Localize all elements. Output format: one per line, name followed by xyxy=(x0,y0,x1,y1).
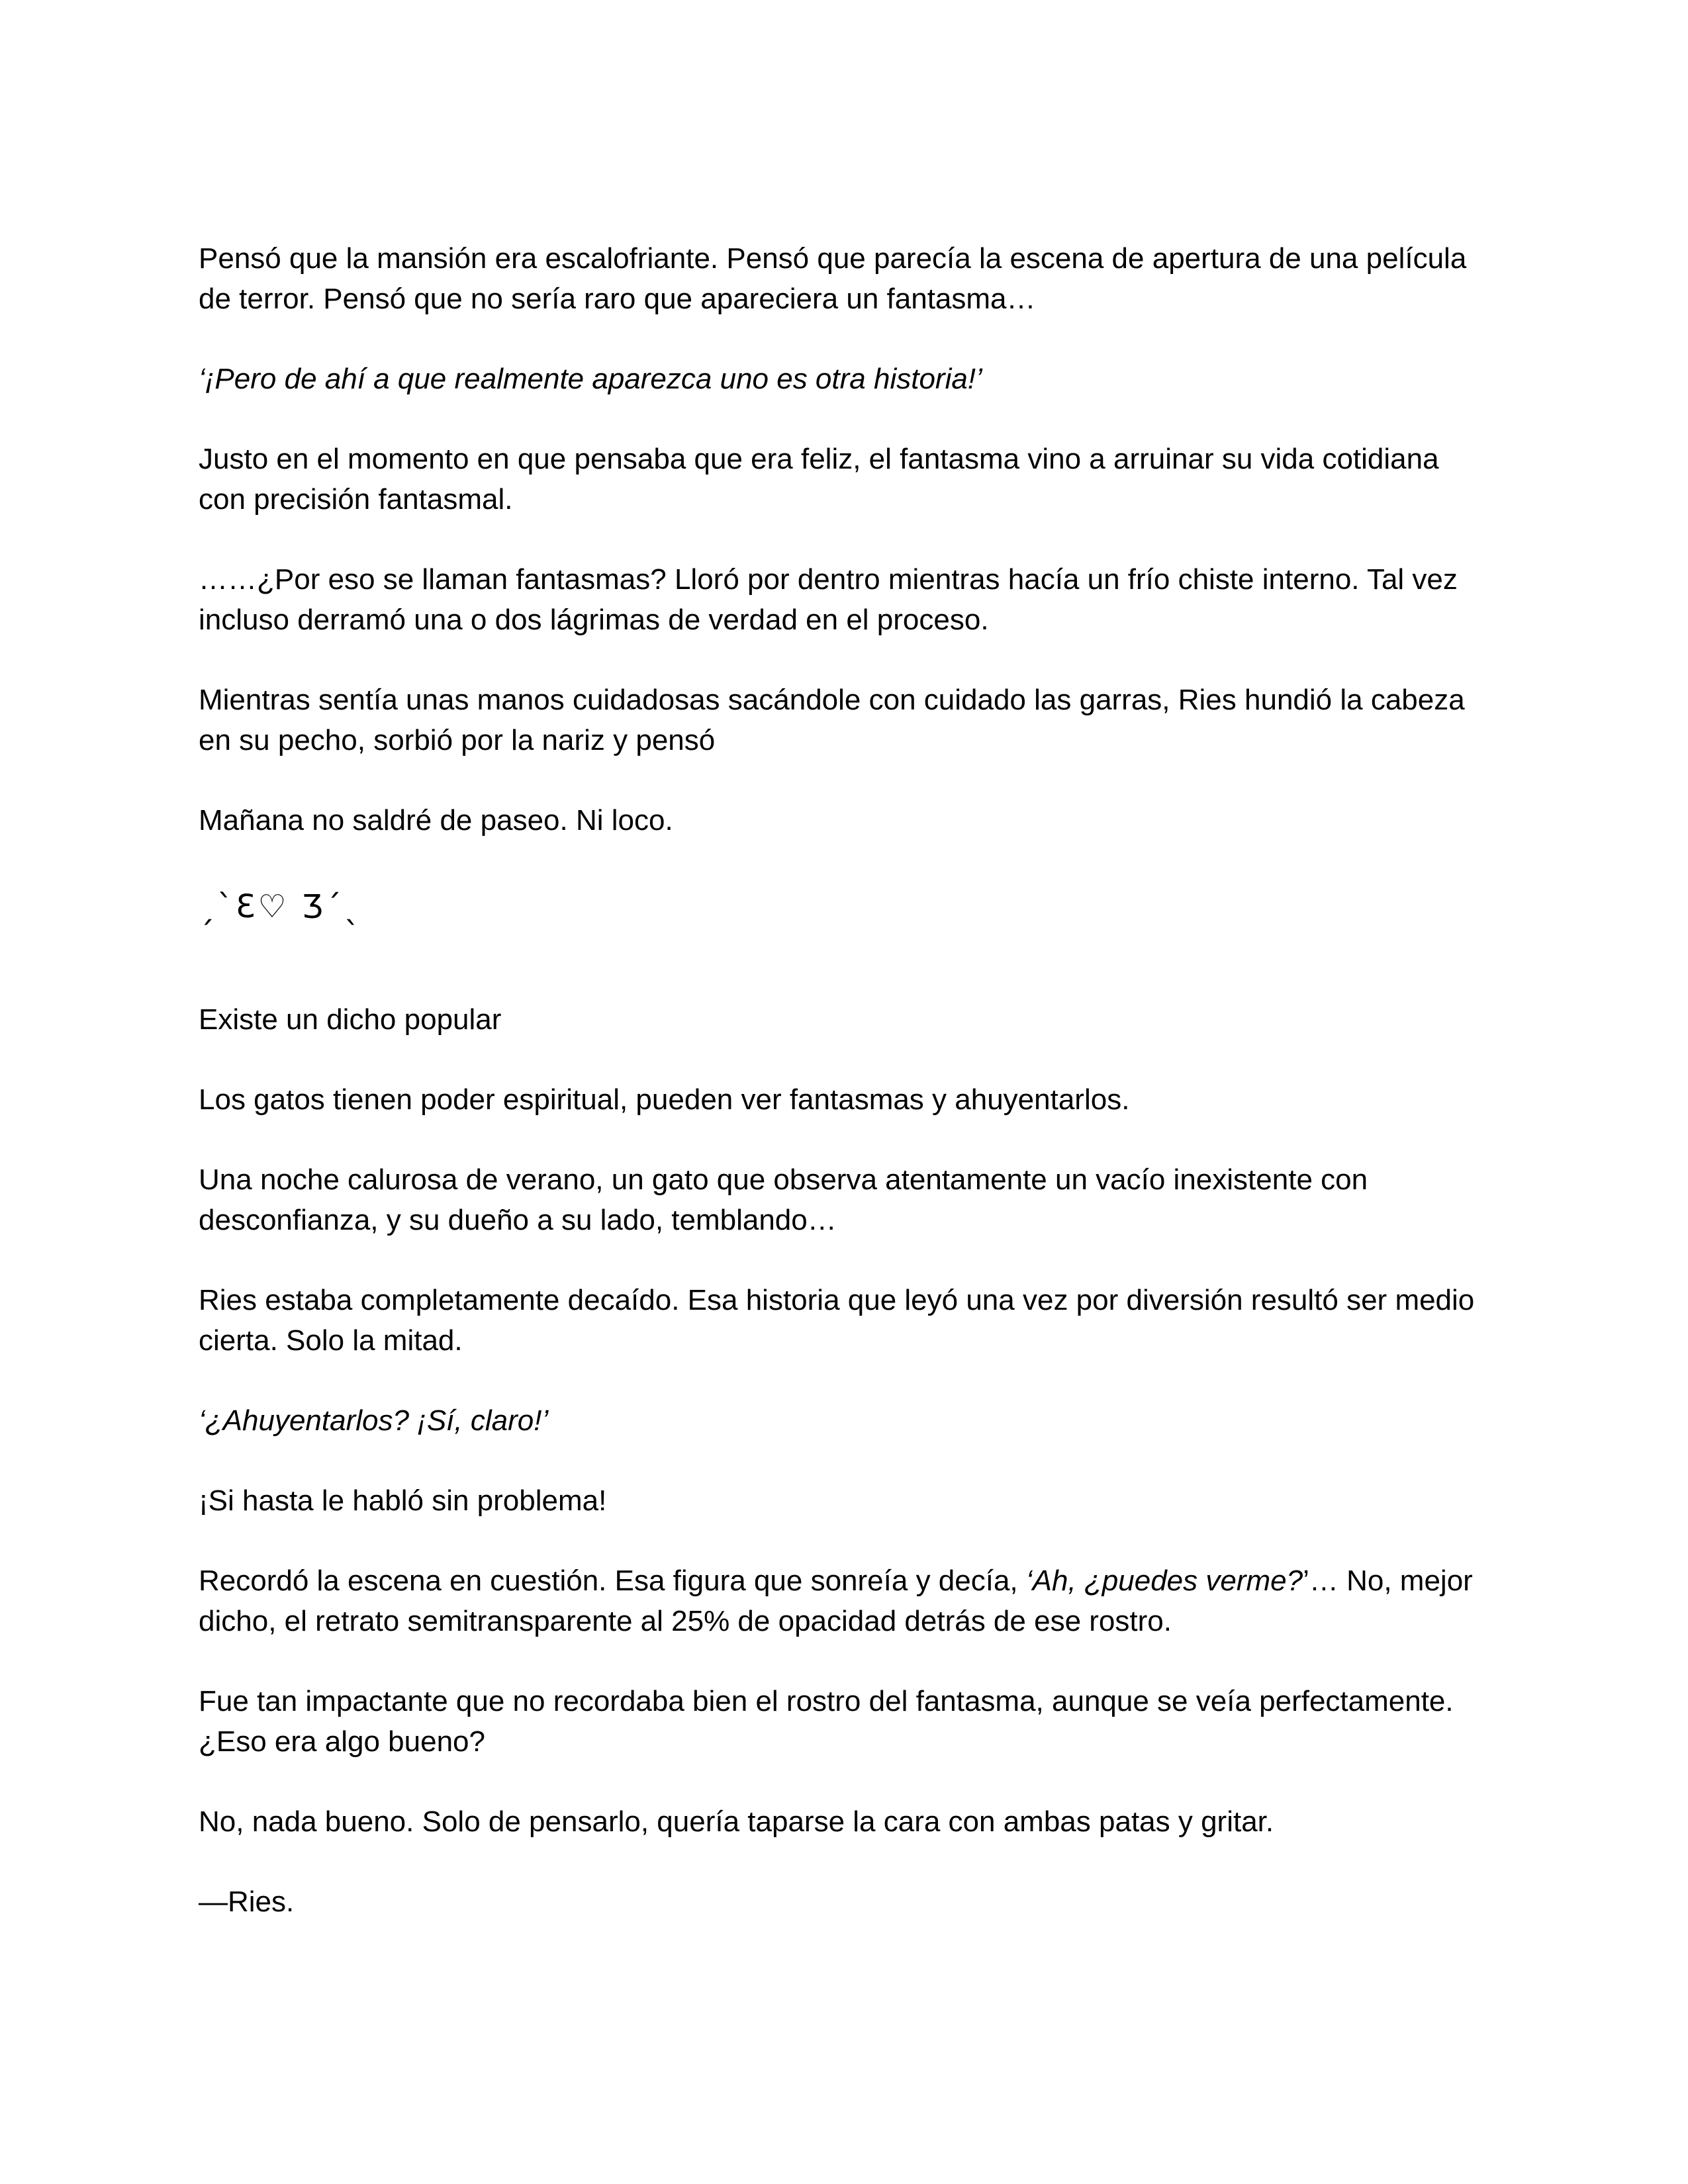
paragraph: Fue tan impactante que no recordaba bien el rostro del fantasma, aunque se veía perfectamente. ¿Eso era algo bueno? xyxy=(199,1685,1454,1758)
italic-thought: ‘¿Ahuyentarlos? ¡Sí, claro!’ xyxy=(199,1404,549,1437)
document-page xyxy=(199,238,1489,1962)
paragraph: Ries estaba completamente decaído. Esa historia que leyó una vez por diversión resultó ser medio cierta. Solo la mitad. xyxy=(199,1284,1475,1357)
paragraph: Una noche calurosa de verano, un gato que observa atentamente un vacío inexistente con desconfianza, y su dueño a su lado, temblando… xyxy=(199,1163,1368,1236)
paragraph: Existe un dicho popular xyxy=(199,1003,502,1036)
italic-quote: ‘Ah, ¿puedes verme? xyxy=(1025,1565,1303,1597)
paragraph: Mientras sentía unas manos cuidadosas sacándole con cuidado las garras, Ries hundió la cabeza en su pecho, sorbió por la nariz y pensó xyxy=(199,684,1465,756)
paragraph xyxy=(199,1561,1489,1641)
paragraph: Mañana no saldré de paseo. Ni loco. xyxy=(199,804,673,837)
signature-line: —Ries. xyxy=(199,1886,295,1918)
italic-thought: ‘¡Pero de ahí a que realmente aparezca uno es otra historia!’ xyxy=(199,363,982,395)
section-divider: ˏˋƐ♡ Ʒˊˎ xyxy=(199,888,363,925)
paragraph-text: ’… No, mejor dicho, el retrato semitransparente al 25% de opacidad detrás de ese rostro. xyxy=(199,1565,1473,1637)
paragraph: Pensó que la mansión era escalofriante. Pensó que parecía la escena de apertura de una película de terror. Pensó que no sería raro que apareciera un fantasma… xyxy=(199,242,1467,315)
paragraph: Justo en el momento en que pensaba que era feliz, el fantasma vino a arruinar su vida cotidiana con precisión fantasmal. xyxy=(199,443,1439,516)
paragraph: Los gatos tienen poder espiritual, pueden ver fantasmas y ahuyentarlos. xyxy=(199,1083,1130,1116)
paragraph-text: Recordó la escena en cuestión. Esa figura que sonreía y decía, xyxy=(199,1565,1026,1597)
paragraph: ¡Si hasta le habló sin problema! xyxy=(199,1484,607,1517)
paragraph: No, nada bueno. Solo de pensarlo, quería taparse la cara con ambas patas y gritar. xyxy=(199,1805,1274,1838)
paragraph: ……¿Por eso se llaman fantasmas? Lloró por dentro mientras hacía un frío chiste interno. Tal vez incluso derramó una o dos lágrimas de verdad en el proceso. xyxy=(199,563,1458,636)
